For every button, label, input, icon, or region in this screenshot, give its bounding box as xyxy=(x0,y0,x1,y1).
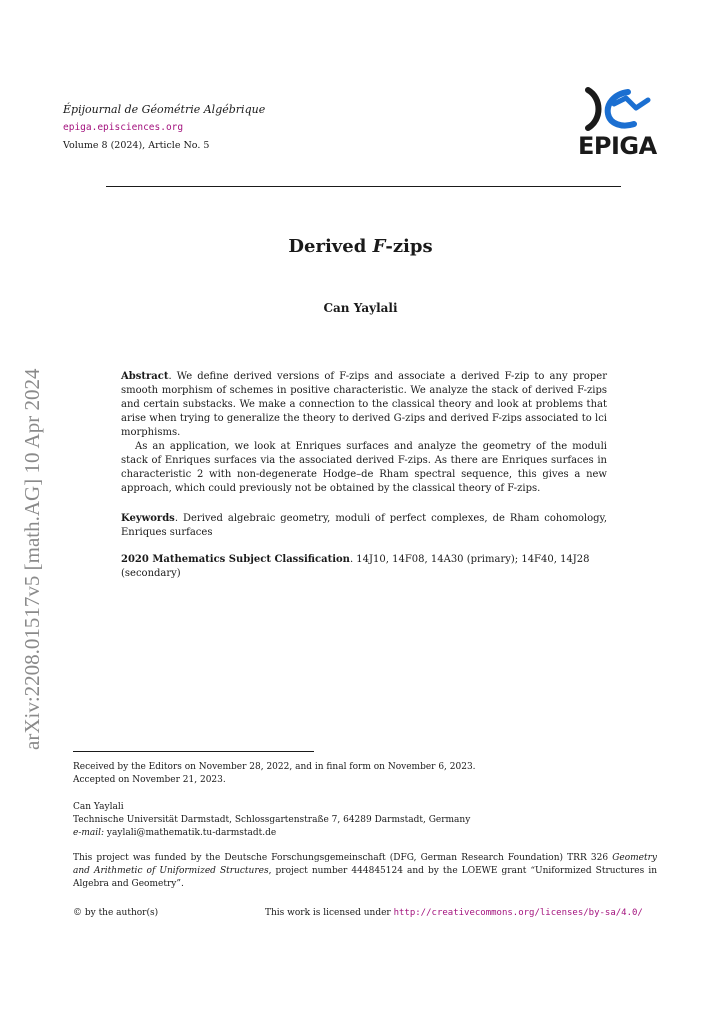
footnote-divider xyxy=(73,751,314,752)
title-text-pre: Derived xyxy=(288,236,373,257)
abstract-paragraph-1 xyxy=(121,370,607,440)
journal-url-link[interactable]: epiga.episciences.org xyxy=(63,122,184,133)
accepted-date: Accepted on November 21, 2023. xyxy=(73,775,226,785)
abstract-section xyxy=(121,370,607,496)
header-divider xyxy=(106,186,621,187)
funding-note xyxy=(73,852,657,891)
funding-text-1: This project was funded by the Deutsche Forschungsgemeinschaft (DFG, German Research Foundation) TRR 326 xyxy=(73,853,613,863)
msc-section xyxy=(121,553,607,581)
abstract-paragraph-2: As an application, we look at Enriques surfaces and analyze the geometry of the moduli stack of Enriques surfaces via the associated derived F-zips. As there are Enriques surfaces in characteristic 2 with non-degenerate Hodge–de Rham spectral sequence, this gives a new approach, which could previously not be obtained by the classical theory of F-zips. xyxy=(121,441,607,494)
dates-block xyxy=(73,761,657,787)
author-info xyxy=(73,801,657,840)
epiga-logo-icon xyxy=(578,86,658,132)
epiga-logo xyxy=(578,86,658,158)
license-line xyxy=(73,907,657,920)
msc-label: 2020 Mathematics Subject Classification xyxy=(121,554,350,565)
license-text: This work is licensed under xyxy=(265,908,394,918)
received-date: Received by the Editors on November 28, 2022, and in final form on November 6, 2023. xyxy=(73,762,476,772)
footer-author-name: Can Yaylali xyxy=(73,802,124,812)
paper-author: Can Yaylali xyxy=(323,301,398,315)
keywords-text: . Derived algebraic geometry, moduli of perfect complexes, de Rham cohomology, Enriques surfaces xyxy=(121,513,607,538)
funding-text-2: , project number 444845124 and by the LOEWE grant “Uniformized Structures in Algebra and Geometry”. xyxy=(73,866,657,889)
paper-title xyxy=(0,236,721,257)
license-url-link[interactable]: http://creativecommons.org/licenses/by-sa/4.0/ xyxy=(393,908,643,918)
footer-email-line xyxy=(73,827,657,840)
arxiv-stamp: arXiv:2208.01517v5 [math.AG] 10 Apr 2024 xyxy=(20,368,44,750)
abstract-text-1: . We define derived versions of F-zips and associate a derived F-zip to any proper smooth morphism of schemes in positive characteristic. We analyze the stack of derived F-zips and certain substacks. We make a connection to the classical theory and look at problems that arise when trying to generalize the theory to derived G-zips and derived F-zips associated to lci morphisms. xyxy=(121,371,607,438)
title-text-italic: F xyxy=(372,236,386,257)
volume-info: Volume 8 (2024), Article No. 5 xyxy=(63,140,210,151)
title-text-post: -zips xyxy=(385,236,433,257)
email-label: e-mail: xyxy=(73,828,105,838)
keywords-section xyxy=(121,512,607,540)
keywords-label: Keywords xyxy=(121,513,175,524)
logo-text: EPIGA xyxy=(578,132,657,160)
footer-affiliation: Technische Universität Darmstadt, Schlossgartenstraße 7, 64289 Darmstadt, Germany xyxy=(73,815,471,825)
journal-title: Épijournal de Géométrie Algébrique xyxy=(63,103,266,116)
abstract-label: Abstract xyxy=(121,371,169,382)
license-statement xyxy=(265,907,643,920)
funding-project-name: Geometry and Arithmetic of Uniformized Structures xyxy=(73,853,657,876)
msc-text: . 14J10, 14F08, 14A30 (primary); 14F40, 14J28 (secondary) xyxy=(121,554,590,579)
email-address[interactable]: yaylali@mathematik.tu-darmstadt.de xyxy=(104,828,277,838)
copyright-text: © by the author(s) xyxy=(73,908,159,918)
